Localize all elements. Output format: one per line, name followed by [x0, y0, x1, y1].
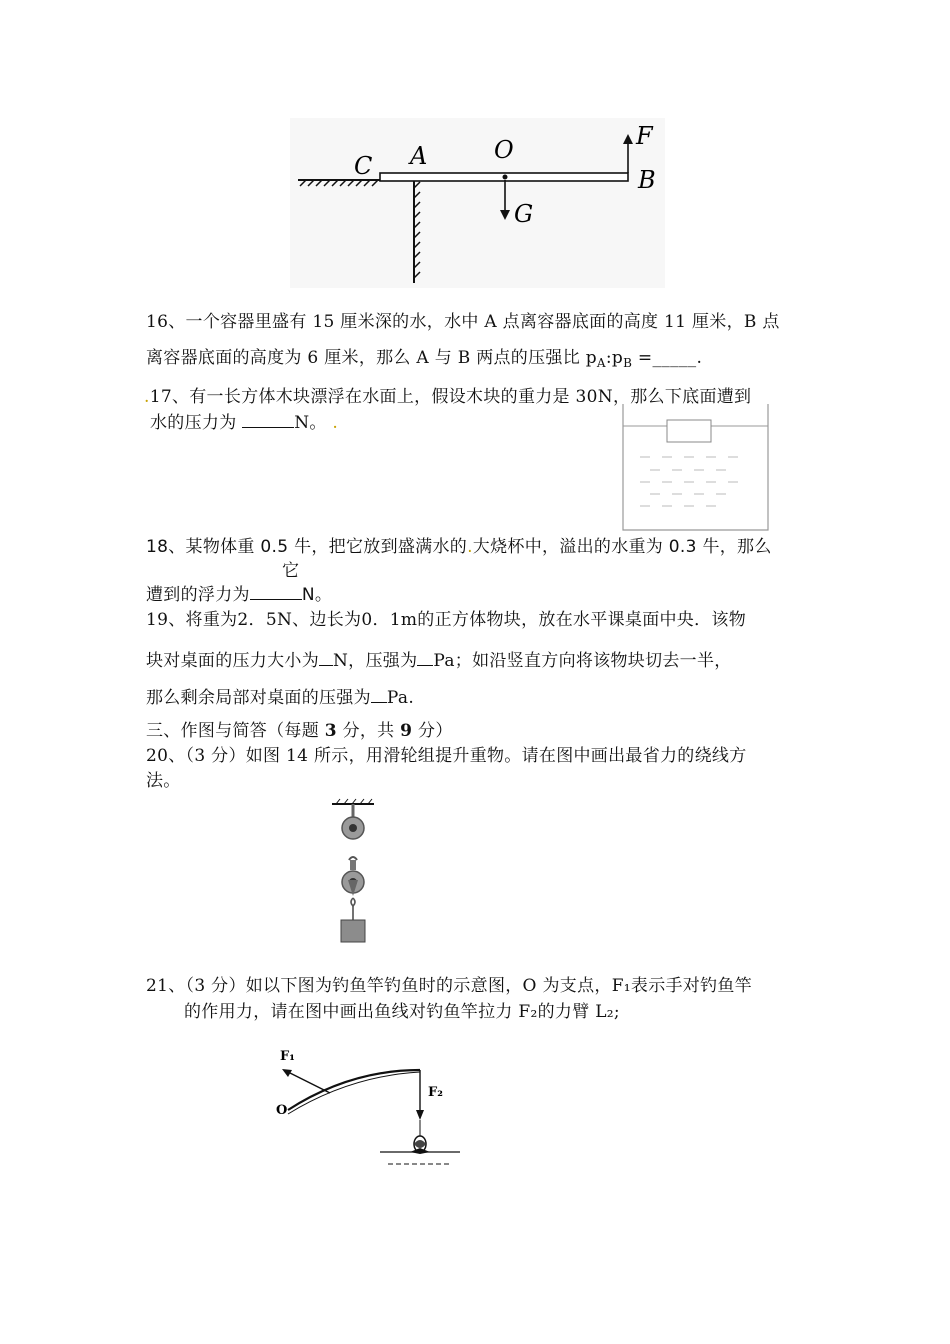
q19-e: Pa.	[386, 688, 415, 708]
q16-sub-a: A	[596, 356, 606, 370]
section3-title	[146, 720, 453, 742]
q20-line2: 法。	[146, 771, 181, 791]
water-container-figure	[622, 404, 770, 532]
q18-pre: 18、某物体重 0.5 牛，把它放到盛满水的	[146, 537, 468, 557]
q17-pre: 水的压力为	[150, 413, 243, 433]
q17-text: 17、有一长方体木块漂浮在水面上，假设木块的重力是 30N，那么下底面遭到	[149, 387, 752, 407]
q19-blank2[interactable]	[417, 649, 433, 666]
pulley-figure	[328, 798, 384, 946]
fishing-rod-figure	[270, 1040, 470, 1175]
q21-line2: 的作用力，请在图中画出鱼线对钓鱼竿拉力 F₂的力臂 L₂;	[184, 1002, 620, 1022]
q17-line1: .17、有一长方体木块漂浮在水面上，假设木块的重力是 30N，那么下底面遭到	[144, 387, 752, 407]
section3-mid: 分，共	[336, 721, 401, 741]
q19-c: Pa；如沿竖直方向将该物块切去一半，	[433, 651, 732, 671]
q16-line1: 16、一个容器里盛有 15 厘米深的水，水中 A 点离容器底面的高度 11 厘米，B 点	[146, 312, 780, 332]
label-o: O	[494, 136, 514, 164]
q18-line1: 18、某物体重 0.5 牛，把它放到盛满水的.大烧杯中，溢出的水重为 0.3 牛，那么	[146, 537, 772, 557]
q18-post2: N。	[301, 585, 333, 605]
label-f: F	[636, 122, 653, 150]
q19-blank1[interactable]	[319, 649, 333, 666]
section3-num2: 9	[400, 721, 413, 741]
label-f2: F₂	[428, 1085, 443, 1100]
q16-line2	[146, 347, 702, 374]
q16-sub-b: B	[623, 356, 633, 370]
section3-num1: 3	[324, 721, 337, 741]
q18-pre2: 遭到的浮力为	[146, 585, 250, 605]
q17-blank[interactable]	[242, 411, 294, 428]
q19-line1: 19、将重为2．5N、边长为0．1m的正方体物块，放在水平课桌面中央．该物	[146, 610, 746, 630]
q19-line3	[146, 686, 414, 709]
q20-line1: 20、（3 分）如图 14 所示，用滑轮组提升重物。请在图中画出最省力的绕线方	[146, 746, 747, 766]
label-f1: F₁	[280, 1049, 295, 1064]
q16-colon: :p	[605, 348, 624, 368]
q18-post: 大烧杯中，溢出的水重为 0.3 牛，那么	[472, 537, 772, 557]
q18-blank[interactable]	[250, 583, 302, 600]
q19-a: 块对桌面的压力大小为	[146, 651, 319, 671]
section3-post: 分）	[412, 721, 453, 741]
label-b: B	[638, 166, 656, 194]
label-o-pivot: O	[276, 1103, 288, 1118]
q18-extra: 它	[282, 561, 300, 581]
q19-blank3[interactable]	[371, 686, 387, 703]
label-g: G	[514, 200, 534, 228]
q19-line2	[146, 649, 732, 672]
q16-tail: =_____.	[632, 348, 703, 368]
q17-line2: 水的压力为 N。 .	[150, 413, 339, 433]
label-c: C	[354, 152, 373, 180]
lever-figure	[290, 118, 665, 288]
q19-b: N，压强为	[333, 651, 418, 671]
section3-pre: 三、作图与简答（每题	[146, 721, 325, 741]
q21-line1: 21、（3 分）如以下图为钓鱼竿钓鱼时的示意图，O 为支点，F₁表示手对钓鱼竿	[146, 976, 753, 996]
q17-post: N。	[294, 413, 327, 433]
q18-line2	[146, 583, 332, 606]
q16-text: 离容器底面的高度为 6 厘米，那么 A 与 B 两点的压强比 p	[146, 348, 597, 368]
q19-d: 那么剩余局部对桌面的压强为	[146, 688, 371, 708]
label-a: A	[410, 142, 428, 170]
